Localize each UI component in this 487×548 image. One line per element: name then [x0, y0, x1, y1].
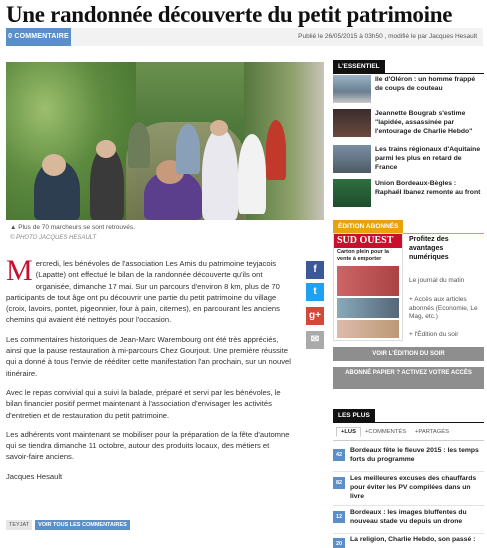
article-title: Une randonnée découverte du petit patrimoine: [6, 2, 453, 27]
popular-rank: 42: [333, 449, 345, 461]
paragraph-3: Avec le repas convivial qui a suivi la balade, préparé et servi par les bénévoles, le bilan financier positif permet maintenant à l'association d'envisager les activités d'entretien et de restauration du petit patrimoine.: [6, 387, 281, 420]
popular-rank: 12: [333, 511, 345, 523]
article-meta-bar: [6, 28, 483, 46]
article-body: [6, 254, 292, 490]
googleplus-share-icon[interactable]: g+: [306, 307, 324, 325]
popular-rank: 82: [333, 477, 345, 489]
news-thumbnail: [333, 179, 371, 207]
tag-teyjat[interactable]: TEYJAT: [6, 520, 32, 530]
popular-item[interactable]: 82 Les meilleures excuses des chauffards pour éviter les PV compilées dans un livre: [333, 474, 484, 506]
essentiel-header: [333, 55, 484, 74]
paragraph-4: Les adhérents vont maintenant se mobiliser pour la préparation de la fête d'automne qui se tiendra dimanche 11 octobre, autour des produits locaux, des métiers et savoir-faire anciens.: [6, 429, 290, 462]
popular-item[interactable]: 12 Bordeaux : les images bluffentes du nouveau stade vu depuis un drone: [333, 508, 484, 534]
popular-item[interactable]: 20 La religion, Charlie Hebdo, son passé :: [333, 535, 484, 547]
paragraph-1: Mercredi, les bénévoles de l'association Les Amis du patrimoine teyjacois (Lapatte) ont effectué le bilan de la randonnée découverte qu'ils ont organisée, dimanche 17 mai. Sur un parcours d'environ 8 km, plus de 70 participants de tout âge ont pu découvrir une partie du petit patrimoine du village (croix, lavoirs, pontet, pigeonnier, four à pain, citernes), en parcourant les anciens chemins qui avaient été nettoyés pour l'occasion.: [6, 254, 280, 325]
news-item[interactable]: Ile d'Oléron : un homme frappé de coups de couteau: [333, 75, 484, 103]
plus-header: [333, 404, 484, 427]
popular-item[interactable]: 42 Bordeaux fête le fleuve 2015 : les temps forts du programme: [333, 446, 484, 472]
news-thumbnail: [333, 145, 371, 173]
article-photo: [6, 62, 324, 220]
dropcap: M: [6, 254, 33, 287]
news-item[interactable]: Les trains régionaux d'Aquitaine parmi les plus en retard de France: [333, 145, 484, 173]
evening-edition-button[interactable]: VOIR L'ÉDITION DU SOIR: [333, 347, 484, 361]
news-item[interactable]: Union Bordeaux-Bègles : Raphaël Ibanez remonte au front: [333, 179, 484, 207]
article-tags: [6, 520, 133, 530]
newspaper-cover: SUD OUEST Carton plein pour la vente à emporter: [333, 233, 403, 341]
promo-item: + l'Édition du soir: [409, 331, 459, 338]
article-author: Jacques Hesault: [6, 471, 63, 481]
publication-info: Publié le 26/05/2015 à 03h50 , modifié le par Jacques Hesault: [298, 33, 477, 40]
sidebar: [333, 55, 484, 547]
plus-title: LES PLUS: [333, 409, 375, 422]
twitter-share-icon[interactable]: t: [306, 283, 324, 301]
photo-credit: © PHOTO JACQUES HESAULT: [10, 235, 97, 241]
promo-item: Le journal du matin: [409, 277, 465, 284]
photo-caption: ▲ Plus de 70 marcheurs se sont retrouvés.: [10, 224, 135, 231]
abonnes-title: ÉDITION ABONNÉS: [333, 220, 403, 233]
tab-most-read[interactable]: +LUS: [336, 427, 361, 437]
news-thumbnail: [333, 75, 371, 103]
comment-count-button[interactable]: 0 COMMENTAIRE: [6, 28, 71, 46]
popular-tabs: [333, 427, 484, 441]
all-comments-button[interactable]: VOIR TOUS LES COMMENTAIRES: [35, 520, 130, 530]
tab-most-commented[interactable]: +COMMENTÉS: [365, 429, 407, 435]
promo-title: Profitez des avantages numériques: [409, 236, 449, 261]
paragraph-2: Les commentaires historiques de Jean-Marc Warembourg ont été très appréciés, ainsi que la pause restauration à mi-parcours Chez Gourjout. Une première réussite qui a donné à tous l'envie de rééditer cette manifestation l'an prochain, sur un nouvel itinéraire.: [6, 334, 291, 378]
news-item[interactable]: Jeannette Bougrab s'estime "lapidée, assassinée par l'entourage de Charlie Hebdo": [333, 109, 484, 141]
facebook-share-icon[interactable]: f: [306, 261, 324, 279]
promo-item: + Accès aux articles abonnés (Economie, Le Mag, etc.): [409, 296, 478, 320]
popular-rank: 20: [333, 538, 345, 548]
news-thumbnail: [333, 109, 371, 137]
tab-most-shared[interactable]: +PARTAGÉS: [415, 429, 449, 435]
essentiel-title: L'ESSENTIEL: [333, 60, 385, 73]
camera-icon: ▲: [10, 224, 19, 231]
activate-access-button[interactable]: ABONNÉ PAPIER ? ACTIVEZ VOTRE ACCÈS: [333, 367, 484, 389]
email-share-icon[interactable]: ✉: [306, 331, 324, 349]
